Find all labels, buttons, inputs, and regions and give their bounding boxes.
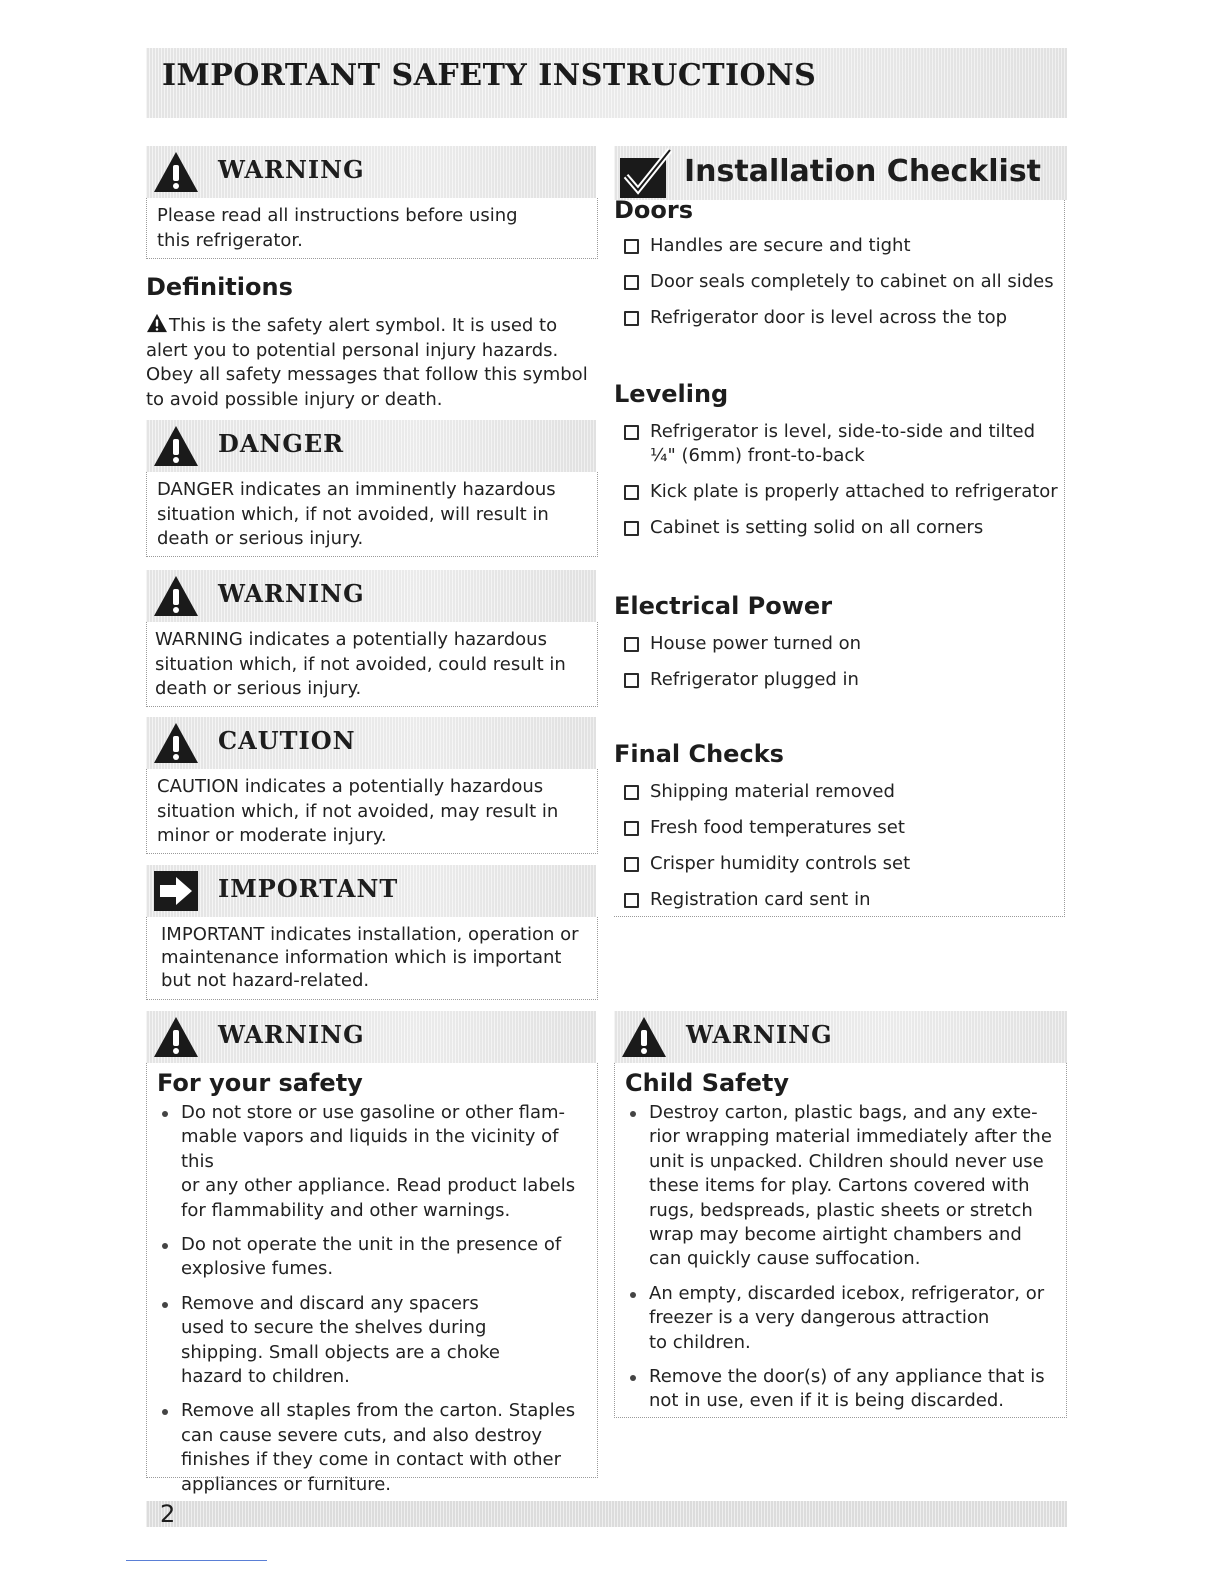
warning-def-line: situation which, if not avoided, could result in (155, 653, 566, 675)
leveling-list (614, 420, 1064, 540)
list-item: Remove the door(s) of any appliance that is not in use, even if it is being discarded. (625, 1365, 1061, 1414)
warning-triangle-icon (152, 424, 200, 468)
checklist-banner (614, 146, 1067, 200)
warning-def-body (146, 622, 598, 707)
warning-triangle-icon (152, 574, 200, 618)
warning-def-line: WARNING indicates a potentially hazardous (155, 629, 547, 650)
danger-line: death or serious injury. (157, 528, 364, 549)
definitions-line: This is the safety alert symbol. It is used to (146, 313, 596, 339)
warning-intro-banner (146, 146, 596, 198)
checkmark-icon (618, 148, 674, 200)
checklist-item: Door seals completely to cabinet on all sides (614, 270, 1064, 294)
important-line: maintenance information which is important (161, 947, 562, 968)
child-safety-list (625, 1101, 1061, 1424)
important-label: IMPORTANT (218, 874, 399, 903)
checklist-item: Kick plate is properly attached to refrigerator (614, 480, 1064, 504)
checklist-item: House power turned on (614, 632, 1064, 656)
caution-line: minor or moderate injury. (157, 825, 387, 846)
list-item: Do not store or use gasoline or other flam- mable vapors and liquids in the vicinity of this or any other appliance. Read product labels for flammability and other warnings. (157, 1101, 593, 1223)
list-item: Destroy carton, plastic bags, and any exte- rior wrapping material immediately after the unit is unpacked. Children should never use these items for play. Cartons covered with rugs, bedspreads, plastic sheets or stretch wrap may become airtight chambers and can quickly cause suffocation. (625, 1101, 1061, 1272)
electrical-heading: Electrical Power (614, 592, 833, 620)
warning-def-banner (146, 570, 596, 622)
checkbox-icon (624, 425, 639, 440)
your-safety-label: WARNING (218, 1020, 365, 1049)
definitions-line: Obey all safety messages that follow this symbol (146, 364, 588, 385)
doors-heading: Doors (614, 196, 694, 224)
caution-label: CAUTION (218, 726, 356, 755)
your-safety-banner (146, 1011, 596, 1063)
important-body (146, 917, 598, 1000)
caution-line: CAUTION indicates a potentially hazardous (157, 776, 544, 797)
list-item: Do not operate the unit in the presence of explosive fumes. (157, 1233, 593, 1282)
definitions-text (146, 313, 596, 412)
page-title: IMPORTANT SAFETY INSTRUCTIONS (162, 58, 817, 93)
child-safety-label: WARNING (686, 1020, 833, 1049)
list-item: Remove and discard any spacers used to secure the shelves during shipping. Small objects are a choke hazard to children. (157, 1292, 593, 1390)
arrow-right-icon (152, 869, 200, 913)
checkbox-icon (624, 239, 639, 254)
warning-intro-body (146, 198, 598, 259)
your-safety-body (146, 1063, 598, 1495)
checklist-item: Handles are secure and tight (614, 234, 1064, 258)
child-safety-body (614, 1063, 1067, 1418)
electrical-list (614, 632, 1064, 692)
doors-list (614, 234, 1064, 330)
leveling-heading: Leveling (614, 380, 729, 408)
checkbox-icon (624, 785, 639, 800)
checkbox-icon (624, 893, 639, 908)
checkbox-icon (624, 821, 639, 836)
title-banner (146, 48, 1067, 118)
checklist-body (614, 196, 1065, 917)
checklist-item: Registration card sent in (614, 888, 1064, 912)
warning-def-line: death or serious injury. (155, 678, 362, 699)
checklist-item: Fresh food temperatures set (614, 816, 1064, 840)
list-item: An empty, discarded icebox, refrigerator, or freezer is a very dangerous attraction to children. (625, 1282, 1061, 1355)
important-line: but not hazard-related. (161, 970, 370, 991)
child-safety-banner (614, 1011, 1067, 1063)
your-safety-heading: For your safety (157, 1069, 363, 1097)
checklist-item: Crisper humidity controls set (614, 852, 1064, 876)
list-item: Remove all staples from the carton. Staples can cause severe cuts, and also destroy finishes if they come in contact with other appliances or furniture. (157, 1399, 593, 1497)
page-number: 2 (160, 1500, 176, 1528)
checklist-title: Installation Checklist (684, 154, 1042, 189)
checkbox-icon (624, 673, 639, 688)
your-safety-list (157, 1101, 593, 1507)
caution-line: situation which, if not avoided, may result in (157, 800, 559, 822)
checkbox-icon (624, 857, 639, 872)
definitions-heading: Definitions (146, 273, 293, 301)
checklist-item: Cabinet is setting solid on all corners (614, 516, 1064, 540)
checklist-item: Refrigerator door is level across the top (614, 306, 1064, 330)
checklist-item: Refrigerator is level, side-to-side and tilted ¼" (6mm) front-to-back (614, 420, 1064, 468)
danger-label: DANGER (218, 429, 345, 458)
final-checks-heading: Final Checks (614, 740, 784, 768)
danger-body (146, 472, 598, 557)
definitions-line: to avoid possible injury or death. (146, 388, 443, 410)
warning-intro-label: WARNING (218, 155, 365, 184)
danger-line: DANGER indicates an imminently hazardous (157, 479, 556, 500)
warning-triangle-icon (152, 1015, 200, 1059)
definitions-line: alert you to potential personal injury hazards. (146, 339, 559, 361)
warning-intro-line: Please read all instructions before using (157, 205, 518, 226)
warning-def-label: WARNING (218, 579, 365, 608)
bottom-rule (126, 1560, 267, 1561)
important-banner (146, 865, 596, 917)
child-safety-heading: Child Safety (625, 1069, 790, 1097)
checklist-item: Refrigerator plugged in (614, 668, 1064, 692)
checkbox-icon (624, 485, 639, 500)
final-checks-list (614, 780, 1064, 912)
checkbox-icon (624, 275, 639, 290)
caution-banner (146, 717, 596, 769)
warning-triangle-icon (152, 150, 200, 194)
checkbox-icon (624, 637, 639, 652)
warning-intro-line: this refrigerator. (157, 229, 303, 251)
danger-line: situation which, if not avoided, will result in (157, 503, 549, 525)
footer-bar (146, 1501, 1067, 1527)
caution-body (146, 769, 598, 854)
safety-alert-symbol-icon (146, 313, 168, 333)
checkbox-icon (624, 311, 639, 326)
danger-banner (146, 420, 596, 472)
checklist-item: Shipping material removed (614, 780, 1064, 804)
warning-triangle-icon (152, 721, 200, 765)
important-line: IMPORTANT indicates installation, operation or (161, 924, 579, 945)
warning-triangle-icon (620, 1015, 668, 1059)
checkbox-icon (624, 521, 639, 536)
